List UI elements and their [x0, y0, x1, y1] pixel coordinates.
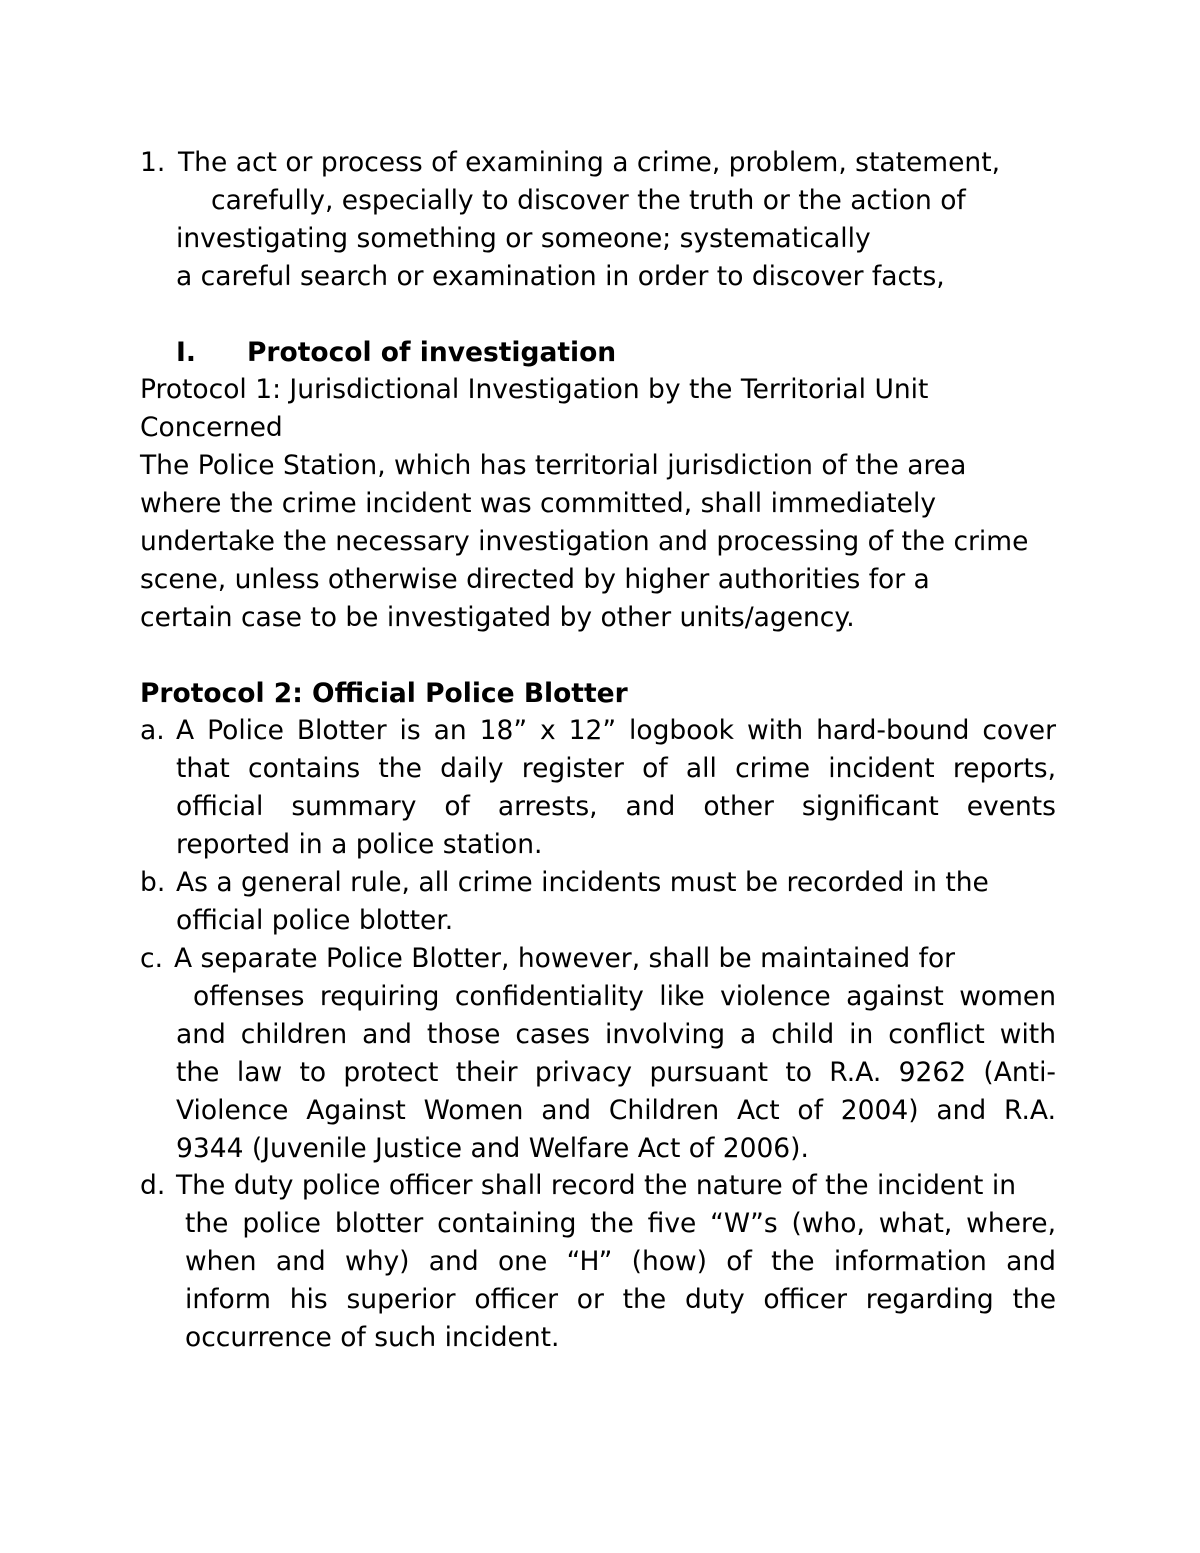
- item-d-line: when and why) and one “H” (how) of the information and: [185, 1246, 1056, 1277]
- item-b-line: official police blotter.: [176, 905, 454, 936]
- protocol1-body-line: where the crime incident was committed, shall immediately: [140, 488, 937, 519]
- item-a-line: A Police Blotter is an 18” x 12” logbook with hard-bound cover: [176, 715, 1056, 746]
- item-a-line: official summary of arrests, and other significant events: [176, 791, 1056, 822]
- protocol2-title: Protocol 2: Official Police Blotter: [140, 678, 628, 709]
- definition-line-2: carefully, especially to discover the truth or the action of: [211, 185, 966, 216]
- item-c-line: Violence Against Women and Children Act of 2004) and R.A.: [176, 1095, 1056, 1126]
- definition-line-3: investigating something or someone; systematically: [176, 223, 871, 254]
- item-a-label: a.: [140, 715, 165, 746]
- item-c-line: offenses requiring confidentiality like violence against women: [193, 981, 1056, 1012]
- item-b-label: b.: [140, 867, 166, 898]
- item-d-line: inform his superior officer or the duty officer regarding the: [185, 1284, 1056, 1315]
- protocol1-body-line: certain case to be investigated by other units/agency.: [140, 602, 855, 633]
- item-a-line: that contains the daily register of all crime incident reports,: [176, 753, 1056, 784]
- item-d-label: d.: [140, 1170, 166, 1201]
- definition-line-1: The act or process of examining a crime, problem, statement,: [178, 147, 1001, 178]
- item-c-line: 9344 (Juvenile Justice and Welfare Act of 2006).: [176, 1133, 809, 1164]
- item-c-line: A separate Police Blotter, however, shall be maintained for: [174, 943, 956, 974]
- item-c-line: the law to protect their privacy pursuant to R.A. 9262 (Anti-: [176, 1057, 1056, 1088]
- item-c-label: c.: [140, 943, 163, 974]
- item-a-line: reported in a police station.: [176, 829, 543, 860]
- protocol1-body-line: undertake the necessary investigation and processing of the crime: [140, 526, 1029, 557]
- item-d-line: occurrence of such incident.: [185, 1322, 560, 1353]
- section-numeral: I.: [176, 337, 196, 368]
- protocol1-body-line: The Police Station, which has territorial jurisdiction of the area: [140, 450, 967, 481]
- protocol1-title-line-2: Concerned: [140, 412, 283, 443]
- item-d-line: the police blotter containing the five “W”s (who, what, where,: [185, 1208, 1056, 1239]
- protocol1-body-line: scene, unless otherwise directed by higher authorities for a: [140, 564, 930, 595]
- definition-line-4: a careful search or examination in order to discover facts,: [176, 261, 945, 292]
- item-b-line: As a general rule, all crime incidents must be recorded in the: [176, 867, 989, 898]
- item-d-line: The duty police officer shall record the nature of the incident in: [176, 1170, 1017, 1201]
- protocol1-title-line-1: Protocol 1: Jurisdictional Investigation by the Territorial Unit: [140, 374, 929, 405]
- definition-number: 1.: [140, 147, 166, 178]
- item-c-line: and children and those cases involving a child in conflict with: [176, 1019, 1056, 1050]
- section-title: Protocol of investigation: [247, 337, 617, 368]
